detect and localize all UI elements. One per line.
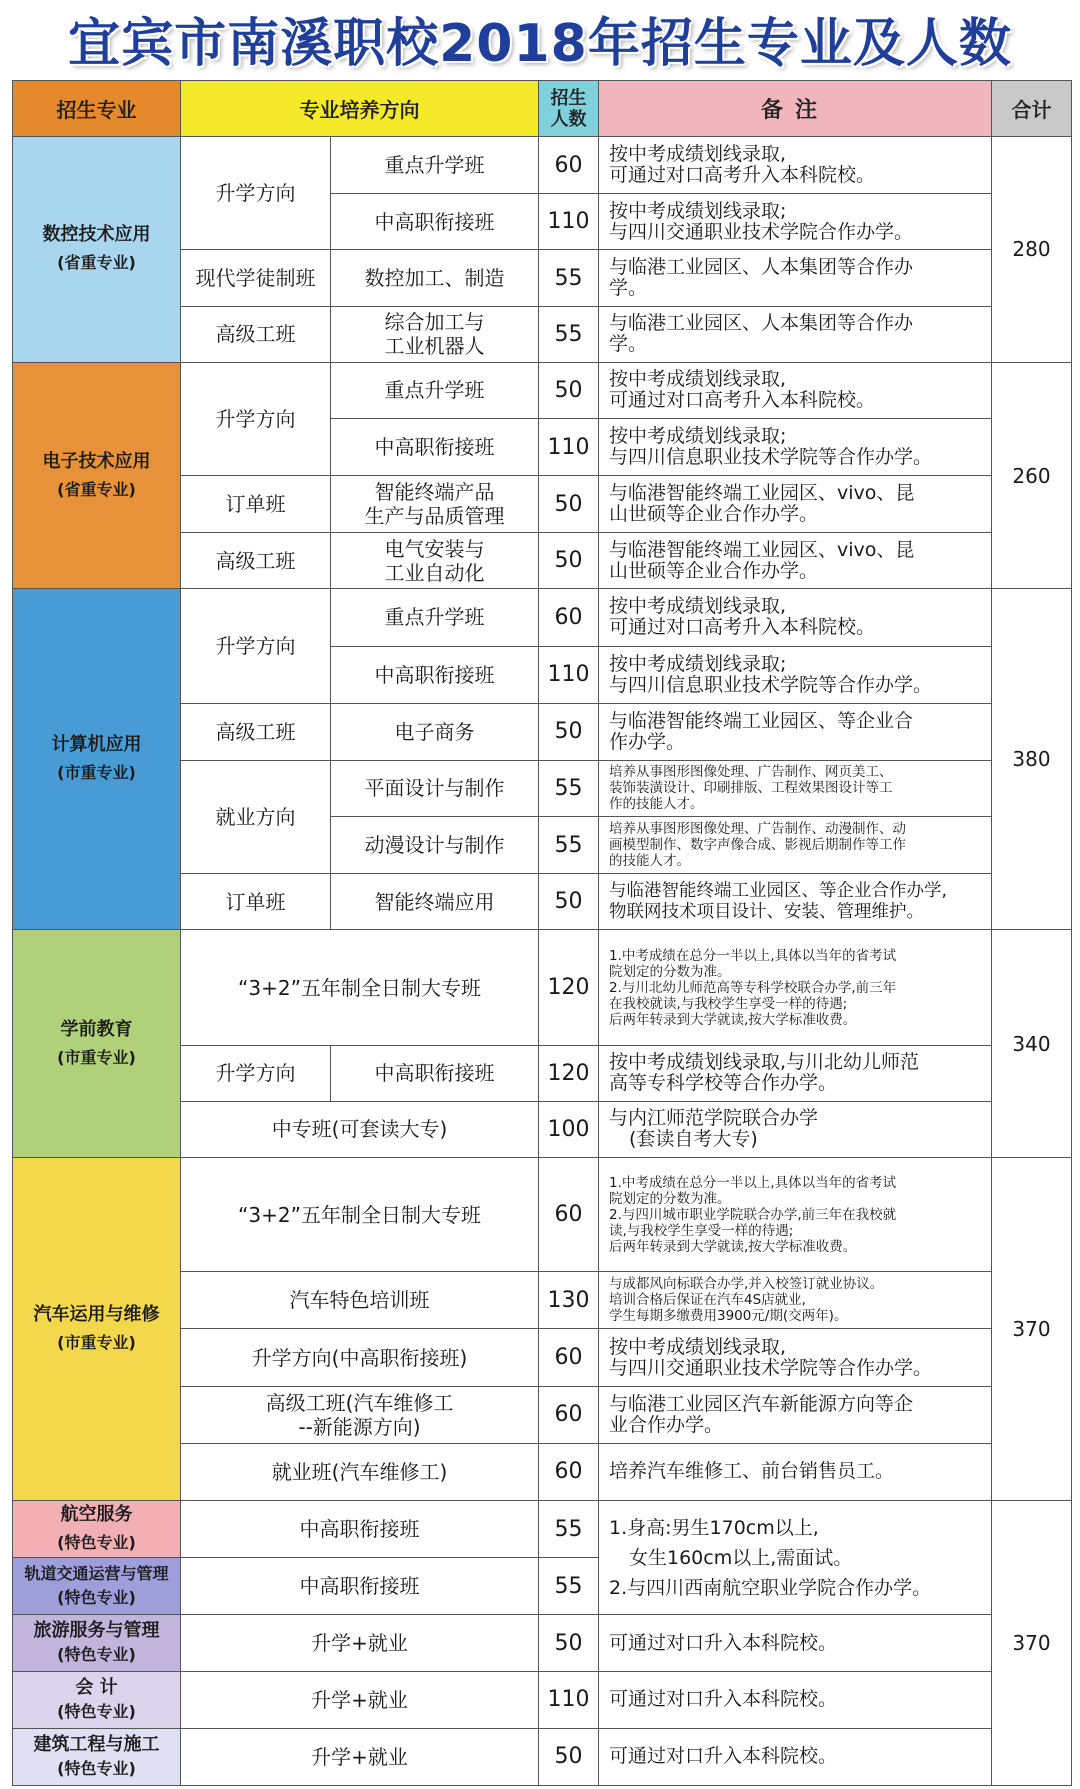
direction-line: --新能源方向) [298, 1414, 421, 1439]
note [599, 1272, 992, 1329]
note-line: 与临港智能终端工业园区、等企业合 [609, 709, 914, 732]
table-row [13, 1157, 1072, 1271]
note-line: 与内江师范学院联合办学 [609, 1107, 819, 1130]
enrollment-table [12, 80, 1072, 1786]
note-line: 培养汽车维修工、前台销售员工。 [609, 1460, 895, 1483]
note-line: (套读自考大专) [629, 1128, 758, 1151]
count: 50 [539, 533, 599, 589]
note [599, 250, 992, 306]
count: 100 [539, 1101, 599, 1157]
count: 60 [539, 1329, 599, 1386]
major-cnc [13, 137, 181, 363]
note-line: 装饰装潢设计、印刷排版、工程效果图设计等工 [609, 780, 893, 797]
major-automotive [13, 1157, 181, 1500]
note-line: 可通过对口升入本科院校。 [609, 1745, 838, 1768]
note-line: 作办学。 [609, 730, 686, 753]
direction: 中高职衔接班 [181, 1558, 539, 1615]
direction: “3+2”五年制全日制大专班 [181, 1157, 539, 1271]
total-cnc: 280 [992, 137, 1072, 363]
sub-direction: 重点升学班 [331, 589, 539, 646]
note-line: 与临港工业园区、人本集团等合作办 [609, 256, 914, 279]
header-count-line2: 人数 [550, 108, 587, 130]
note-line: 后两年转录到大学就读,按大学标准收费。 [609, 1238, 857, 1255]
note-line: 在我校就读,与我校学生享受一样的待遇; [609, 995, 848, 1012]
note-line: 与临港工业园区汽车新能源方向等企 [609, 1392, 914, 1415]
note [599, 1672, 992, 1728]
sub-line: 工业自动化 [384, 560, 485, 585]
count: 50 [539, 1615, 599, 1672]
note-line: 与四川交通职业技术学院等合作办学。 [609, 1356, 933, 1379]
note-line: 与四川交通职业技术学院合作办学。 [609, 220, 914, 243]
total-computer: 380 [992, 589, 1072, 930]
table-row [13, 362, 1072, 418]
header-note: 备注 [599, 81, 992, 137]
note-line: 按中考成绩划线录取; [609, 425, 787, 448]
sub-line: 生产与品质管理 [364, 504, 505, 529]
major-name: 数控技术应用 [42, 224, 151, 246]
direction: 现代学徒制班 [181, 250, 331, 306]
total-automotive: 370 [992, 1157, 1072, 1500]
direction: 就业方向 [181, 760, 331, 873]
major-electronics [13, 362, 181, 589]
major-name: 汽车运用与维修 [33, 1303, 160, 1325]
count: 55 [539, 1500, 599, 1557]
note-line: 可通过对口高考升入本科院校。 [609, 164, 876, 187]
table-row [13, 930, 1072, 1045]
sub-direction: 智能终端应用 [331, 874, 539, 930]
direction: 高级工班 [181, 703, 331, 760]
direction [181, 1386, 539, 1443]
note [599, 194, 992, 250]
count: 110 [539, 418, 599, 475]
note-line: 院划定的分数为准。 [609, 1190, 731, 1207]
note-line: 可通过对口升入本科院校。 [609, 1631, 838, 1654]
sub-line: 智能终端产品 [374, 480, 495, 505]
note-line: 按中考成绩划线录取,与川北幼儿师范 [609, 1051, 920, 1074]
count: 60 [539, 1157, 599, 1271]
note [599, 1500, 992, 1614]
direction: 升学方向 [181, 589, 331, 703]
count: 50 [539, 1728, 599, 1785]
count: 55 [539, 760, 599, 816]
note-line: 学。 [609, 333, 648, 356]
total-preschool: 340 [992, 930, 1072, 1158]
direction: 汽车特色培训班 [181, 1272, 539, 1329]
note [599, 1386, 992, 1443]
direction: 高级工班 [181, 533, 331, 589]
note-line: 与四川信息职业技术学院等合作办学。 [609, 446, 933, 469]
note-line: 与四川信息职业技术学院等合作办学。 [609, 673, 933, 696]
major-tag: (省重专业) [57, 253, 136, 273]
note [599, 306, 992, 362]
note [599, 1045, 992, 1101]
note-line: 可通过对口升入本科院校。 [609, 1688, 838, 1711]
total-electronics: 260 [992, 362, 1072, 589]
major-construction [13, 1728, 181, 1785]
sub-direction: 中高职衔接班 [331, 646, 539, 703]
note-line: 1.中考成绩在总分一半以上,具体以当年的省考试 [609, 947, 897, 964]
note-line: 读,与我校学生享受一样的待遇; [609, 1222, 794, 1239]
note [599, 1728, 992, 1785]
direction: 中专班(可套读大专) [181, 1101, 539, 1157]
note-line: 与临港智能终端工业园区、等企业合作办学, [609, 880, 948, 901]
direction: 订单班 [181, 874, 331, 930]
note-line: 女生160cm以上,需面试。 [629, 1546, 853, 1569]
note-line: 物联网技术项目设计、安装、管理维护。 [609, 901, 924, 922]
note [599, 874, 992, 930]
count: 110 [539, 646, 599, 703]
direction: 订单班 [181, 476, 331, 533]
sub-direction: 重点升学班 [331, 137, 539, 194]
note [599, 1615, 992, 1672]
count: 55 [539, 250, 599, 306]
major-aviation [13, 1500, 181, 1557]
note [599, 1329, 992, 1386]
header-major: 招生专业 [13, 81, 181, 137]
major-name: 航空服务 [60, 1504, 133, 1526]
direction: 就业班(汽车维修工) [181, 1443, 539, 1500]
note [599, 703, 992, 760]
direction: 高级工班 [181, 306, 331, 362]
note-line: 1.中考成绩在总分一半以上,具体以当年的省考试 [609, 1174, 897, 1191]
header-direction: 专业培养方向 [181, 81, 539, 137]
note-line: 按中考成绩划线录取, [609, 143, 787, 166]
major-name: 会 计 [75, 1676, 118, 1698]
note-line: 可通过对口高考升入本科院校。 [609, 616, 876, 639]
note [599, 476, 992, 533]
major-tag: (特色专业) [57, 1533, 136, 1553]
direction: “3+2”五年制全日制大专班 [181, 930, 539, 1045]
major-accounting [13, 1672, 181, 1728]
total-featured: 370 [992, 1500, 1072, 1785]
major-name: 旅游服务与管理 [33, 1620, 160, 1642]
note-line: 后两年转录到大学就读,按大学标准收费。 [609, 1011, 857, 1028]
note-line: 与临港智能终端工业园区、vivo、昆 [609, 538, 915, 561]
direction: 升学方向 [181, 362, 331, 475]
note-line: 培养从事图形图像处理、广告制作、动漫制作、动 [609, 821, 906, 838]
note [599, 817, 992, 874]
major-tag: (特色专业) [57, 1588, 136, 1608]
note-line: 按中考成绩划线录取; [609, 199, 787, 222]
note [599, 930, 992, 1045]
major-tag: (特色专业) [57, 1645, 136, 1665]
count: 110 [539, 194, 599, 250]
count: 50 [539, 874, 599, 930]
header-count-line1: 招生 [550, 87, 587, 109]
sub-direction: 动漫设计与制作 [331, 817, 539, 874]
note-line: 学。 [609, 277, 648, 300]
count: 50 [539, 362, 599, 418]
page-title: 宜宾市南溪职校2018年招生专业及人数 [68, 13, 1012, 74]
note-line: 画模型制作、数字声像合成、影视后期制作等工作 [609, 837, 906, 854]
major-tag: (市重专业) [57, 1047, 136, 1067]
direction: 升学方向 [181, 1045, 331, 1101]
count: 60 [539, 1443, 599, 1500]
note-line: 按中考成绩划线录取, [609, 1335, 787, 1358]
count: 55 [539, 817, 599, 874]
major-name: 建筑工程与施工 [33, 1733, 160, 1755]
major-tag: (市重专业) [57, 763, 136, 783]
note-line: 2.与四川西南航空职业学院合作办学。 [609, 1576, 932, 1599]
major-preschool [13, 930, 181, 1158]
major-rail-transit [13, 1558, 181, 1615]
note-line: 可通过对口高考升入本科院校。 [609, 389, 876, 412]
major-name: 电子技术应用 [42, 450, 151, 472]
note [599, 137, 992, 194]
direction-line: 高级工班(汽车维修工 [265, 1390, 454, 1415]
table-row [13, 1672, 1072, 1728]
sub-direction: 数控加工、制造 [331, 250, 539, 306]
note [599, 418, 992, 475]
count: 50 [539, 476, 599, 533]
note-line: 2.与川北幼儿师范高等专科学校联合办学,前三年 [609, 979, 897, 996]
sub-direction: 平面设计与制作 [331, 760, 539, 816]
note-line: 2.与四川城市职业学院联合办学,前三年在我校就 [609, 1206, 897, 1223]
major-name: 学前教育 [60, 1018, 133, 1040]
count: 130 [539, 1272, 599, 1329]
table-row [13, 589, 1072, 646]
direction: 升学+就业 [181, 1672, 539, 1728]
note-line: 院划定的分数为准。 [609, 963, 731, 980]
major-name: 计算机应用 [51, 734, 142, 756]
note-line: 按中考成绩划线录取, [609, 595, 787, 618]
note-line: 与成都风向标联合办学,并入校签订就业协议。 [609, 1276, 884, 1293]
note [599, 1101, 992, 1157]
table-row [13, 1500, 1072, 1557]
direction: 升学+就业 [181, 1728, 539, 1785]
note [599, 646, 992, 703]
count: 60 [539, 589, 599, 646]
table-row [13, 137, 1072, 194]
note-line: 作的技能人才。 [609, 796, 704, 813]
count: 50 [539, 703, 599, 760]
count: 60 [539, 137, 599, 194]
sub-direction [331, 306, 539, 362]
note-line: 培训合格后保证在汽车4S店就业, [609, 1292, 806, 1309]
sub-direction: 中高职衔接班 [331, 418, 539, 475]
table-row [13, 1728, 1072, 1785]
note-line: 业合作办学。 [609, 1413, 724, 1436]
sub-line: 综合加工与 [384, 310, 485, 335]
note-line: 按中考成绩划线录取, [609, 368, 787, 391]
sub-direction: 重点升学班 [331, 362, 539, 418]
count: 120 [539, 930, 599, 1045]
sub-direction [331, 476, 539, 533]
note-line: 1.身高:男生170cm以上, [609, 1516, 819, 1539]
note [599, 533, 992, 589]
note [599, 589, 992, 646]
direction: 中高职衔接班 [181, 1500, 539, 1557]
major-name: 轨道交通运营与管理 [24, 1564, 169, 1584]
header-count [539, 81, 599, 137]
major-tag: (市重专业) [57, 1332, 136, 1352]
major-tag: (特色专业) [57, 1758, 136, 1778]
count: 60 [539, 1386, 599, 1443]
table-row [13, 1615, 1072, 1672]
direction: 升学+就业 [181, 1615, 539, 1672]
sub-direction: 中高职衔接班 [331, 194, 539, 250]
sub-line: 电气安装与 [384, 536, 485, 561]
major-tag: (特色专业) [57, 1701, 136, 1721]
direction: 升学方向 [181, 137, 331, 250]
note [599, 1157, 992, 1271]
sub-direction: 中高职衔接班 [331, 1045, 539, 1101]
major-tag: (省重专业) [57, 479, 136, 499]
note-line: 山世硕等企业合作办学。 [609, 559, 819, 582]
sub-direction [331, 533, 539, 589]
major-computer [13, 589, 181, 930]
count: 55 [539, 306, 599, 362]
note-line: 山世硕等企业合作办学。 [609, 503, 819, 526]
count: 55 [539, 1558, 599, 1615]
direction: 升学方向(中高职衔接班) [181, 1329, 539, 1386]
note-line: 与临港工业园区、人本集团等合作办 [609, 312, 914, 335]
note-line: 学生每期多缴费用3900元/期(交两年)。 [609, 1308, 848, 1325]
note-line: 按中考成绩划线录取; [609, 652, 787, 675]
major-tourism [13, 1615, 181, 1672]
sub-line: 工业机器人 [384, 334, 485, 359]
header-row [13, 81, 1072, 137]
note-line: 与临港智能终端工业园区、vivo、昆 [609, 482, 915, 505]
count: 120 [539, 1045, 599, 1101]
note-line: 高等专科学校等合作办学。 [609, 1072, 838, 1095]
header-total: 合计 [992, 81, 1072, 137]
note-line: 培养从事图形图像处理、广告制作、网页美工、 [609, 764, 893, 781]
note-line: 的技能人才。 [609, 853, 690, 870]
note [599, 362, 992, 418]
note [599, 1443, 992, 1500]
sub-direction: 电子商务 [331, 703, 539, 760]
count: 110 [539, 1672, 599, 1728]
note [599, 760, 992, 816]
